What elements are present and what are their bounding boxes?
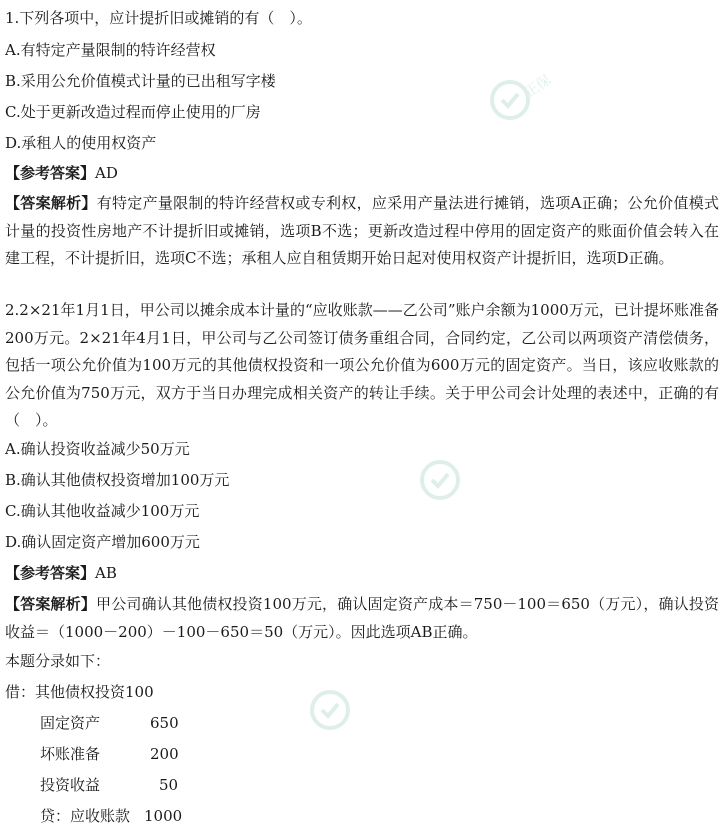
q1-option-d: D.承租人的使用权资产 <box>5 134 157 152</box>
watermark-logo <box>410 420 530 540</box>
q2-option-a: A.确认投资收益减少50万元 <box>5 440 190 458</box>
q1-option-a: A.有特定产量限制的特许经营权 <box>5 41 216 59</box>
entry-debit-first: 借：其他债权投资100 <box>5 683 154 701</box>
entry-intro: 本题分录如下： <box>5 652 111 670</box>
analysis-label: 【答案解析】 <box>5 194 97 212</box>
q2-stem: 2.2×21年1月1日，甲公司以摊余成本计量的“应收账款——乙公司”账户余额为1000万元，已计提坏账准备200万元。2×21年4月1日，甲公司与乙公司签订债务重组合同，合同约定，乙公司以两项资产清偿债务，包括一项公允价值为100万元的其他债权投资和一项公允价值为600万元的固定资产。当日，该应收账款的公允价值为750万元，双方于当日办理完成相关资产的转让手续。关于甲公司会计处理的表述中，正确的有（ ）。 <box>5 301 719 430</box>
answer-value: AB <box>95 564 117 582</box>
q2-analysis <box>5 591 719 646</box>
q2-option-d: D.确认固定资产增加600万元 <box>5 533 200 551</box>
svg-text:正保: 正保 <box>521 72 555 102</box>
q2-answer <box>5 563 117 583</box>
watermark-logo <box>300 650 420 770</box>
watermark-logo <box>480 40 600 160</box>
q1-analysis <box>5 190 719 273</box>
watermark-icon <box>300 650 420 770</box>
entry-credit-account: 贷：应收账款 <box>40 807 131 825</box>
q2-option-c: C.确认其他收益减少100万元 <box>5 502 200 520</box>
watermark-icon <box>480 40 600 160</box>
answer-label: 【参考答案】 <box>5 164 96 182</box>
answer-value: AD <box>95 164 118 182</box>
q2-option-b: B.确认其他债权投资增加100万元 <box>5 471 230 489</box>
answer-label: 【参考答案】 <box>5 564 96 582</box>
analysis-label: 【答案解析】 <box>5 595 97 613</box>
q1-option-b: B.采用公允价值模式计量的已出租写字楼 <box>5 72 276 90</box>
entry-amount: 200 <box>150 745 179 763</box>
analysis-text: 甲公司确认其他债权投资100万元，确认固定资产成本＝750－100＝650（万元），确认投资收益＝（1000－200）－100－650＝50（万元）。因此选项AB正确。 <box>5 595 719 641</box>
analysis-text: 有特定产量限制的特许经营权或专利权，应采用产量法进行摊销，选项A正确；公允价值模式计量的投资性房地产不计提折旧或摊销，选项B不选；更新改造过程中停用的固定资产的账面价值会转入在建工程，不计提折旧，选项C不选；承租人应自租赁期开始日起对使用权资产计提折旧，选项D正确。 <box>5 194 719 268</box>
q1-option-c: C.处于更新改造过程而停止使用的厂房 <box>5 103 261 121</box>
entry-credit-amount: 1000 <box>144 807 183 825</box>
watermark-icon <box>410 420 530 540</box>
q1-stem: 1.下列各项中，应计提折旧或摊销的有（ ）。 <box>5 9 312 27</box>
entry-amount: 50 <box>159 776 179 794</box>
entry-account: 固定资产 <box>40 714 101 732</box>
entry-amount: 650 <box>150 714 179 732</box>
entry-account: 投资收益 <box>40 776 101 794</box>
entry-account: 坏账准备 <box>40 745 101 763</box>
q1-answer <box>5 163 118 183</box>
